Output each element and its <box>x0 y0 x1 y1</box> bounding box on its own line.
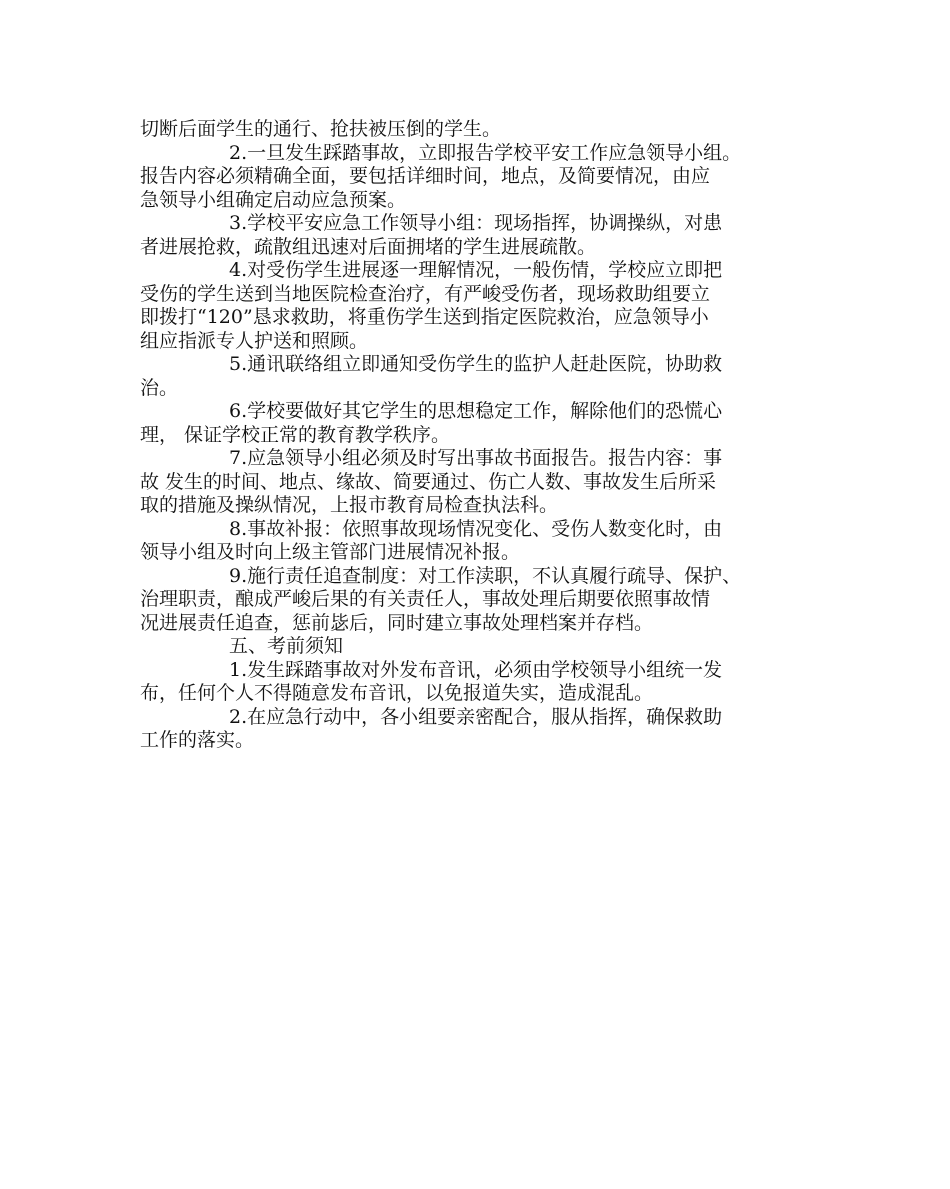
text-line: 报告内容必须精确全面，要包括详细时间，地点，及简要情况，由应 <box>140 165 711 187</box>
text-line: 切断后面学生的通行、抢扶被压倒的学生。 <box>140 118 502 140</box>
text-line: 即拨打“120”恳求救助，将重伤学生送到指定医院救治，应急领导小 <box>140 306 709 328</box>
text-line: 1.发生踩踏事故对外发布音讯，必须由学校领导小组统一发 <box>229 658 723 681</box>
text-line: 3.学校平安应急工作领导小组：现场指挥，协调操纵，对患 <box>229 212 723 234</box>
text-line: 6.学校要做好其它学生的思想稳定工作，解除他们的恐慌心 <box>229 400 723 422</box>
text-line: 况进展责任追查，惩前毖后，同时建立事故处理档案并存档。 <box>140 611 654 634</box>
text-line: 受伤的学生送到当地医院检查治疗，有严峻受伤者，现场救助组要立 <box>140 282 711 305</box>
text-line: 理， 保证学校正常的教育教学秩序。 <box>140 423 451 446</box>
text-line: 五、考前须知 <box>229 635 344 657</box>
text-line: 故 发生的时间、地点、缘故、简要通过、伤亡人数、事故发生后所采 <box>140 470 717 493</box>
text-line: 4.对受伤学生进展逐一理解情况，一般伤情，学校应立即把 <box>229 259 723 281</box>
document-body <box>140 118 820 753</box>
text-line: 9.施行责任追查制度：对工作渎职，不认真履行疏导、保护、 <box>229 564 742 587</box>
text-line: 2.在应急行动中，各小组要亲密配合，服从指挥，确保救助 <box>229 705 723 728</box>
text-line: 布，任何个人不得随意发布音讯，以免报道失实，造成混乱。 <box>140 682 654 704</box>
text-line: 工作的落实。 <box>140 729 255 751</box>
text-line: 5.通讯联络组立即通知受伤学生的监护人赶赴医院，协助救 <box>229 353 723 375</box>
text-line: 领导小组及时向上级主管部门进展情况补报。 <box>140 541 521 563</box>
text-line: 8.事故补报：依照事故现场情况变化、受伤人数变化时，由 <box>229 517 723 540</box>
text-line: 治。 <box>140 376 179 399</box>
text-line: 7.应急领导小组必须及时写出事故书面报告。报告内容：事 <box>229 447 723 469</box>
text-line: 者进展抢救，疏散组迅速对后面拥堵的学生进展疏散。 <box>140 235 597 258</box>
text-line: 取的措施及操纵情况，上报市教育局检查执法科。 <box>140 494 559 516</box>
text-line: 治理职责，酿成严峻后果的有关责任人，事故处理后期要依照事故情 <box>140 588 711 610</box>
text-line: 2.一旦发生踩踏事故，立即报告学校平安工作应急领导小组。 <box>229 141 742 164</box>
text-line: 急领导小组确定启动应急预案。 <box>140 188 407 211</box>
text-line: 组应指派专人护送和照顾。 <box>140 329 369 352</box>
